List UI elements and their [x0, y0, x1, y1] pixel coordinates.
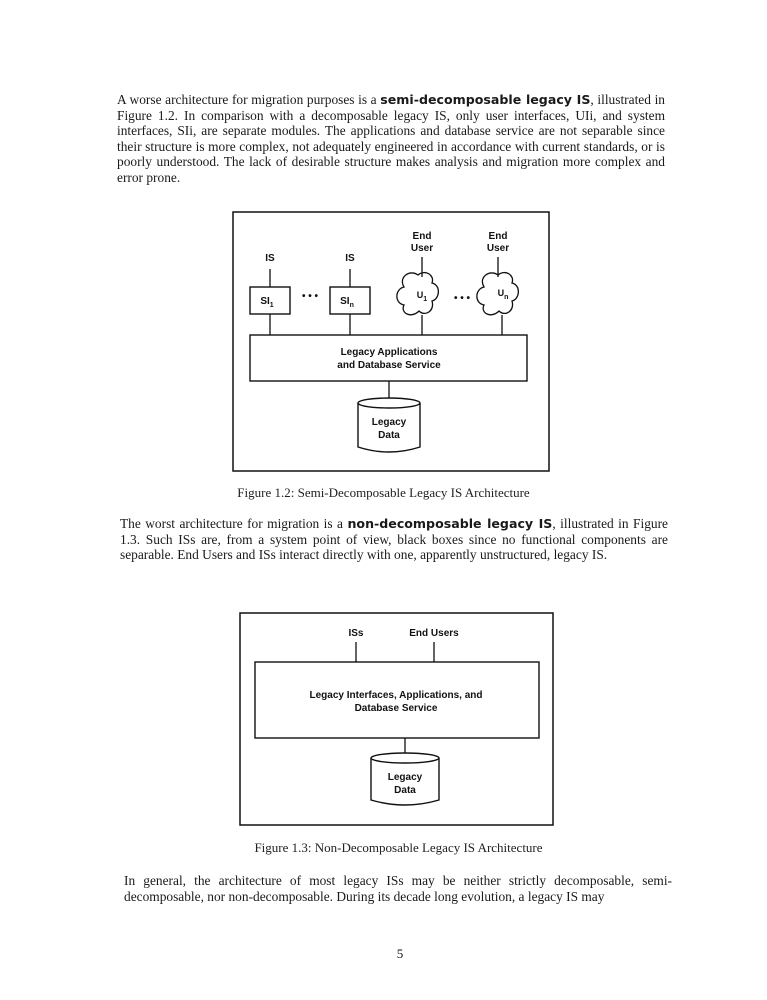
end-users-label: End Users [409, 628, 459, 639]
paragraph-1-lead: A worse architecture for migration purposes is a [117, 92, 377, 107]
si-last-label: SI [340, 296, 350, 307]
figure-1-3-diagram [239, 612, 557, 828]
legacy-applications-box [250, 335, 527, 381]
svg-text:Un [498, 288, 509, 301]
svg-text:U1 [417, 290, 428, 303]
ui-last-sub: n [504, 294, 509, 301]
paragraph-2-lead: The worst architecture for migration is a [120, 516, 343, 531]
term-semi-decomposable: semi-decomposable legacy IS [380, 92, 591, 107]
si-box-first [250, 287, 290, 314]
ui-first-sub: 1 [423, 296, 428, 303]
si-ellipsis: • • • [301, 291, 319, 302]
svg-text:SI1 [260, 296, 273, 309]
figure-1-2-caption: Figure 1.2: Semi-Decomposable Legacy IS Architecture [237, 485, 530, 500]
paragraph-general: In general, the architecture of most legacy ISs may be neither strictly decomposable, semi-decomposable, nor non-decomposable. During its decade long evolution, a legacy IS may [124, 873, 672, 904]
legacy-data-line1: Legacy [371, 417, 407, 428]
end-user-1-line2: User [410, 243, 434, 254]
si-box-last [330, 287, 370, 314]
term-non-decomposable: non-decomposable legacy IS [347, 516, 553, 531]
legacy-app-line1: Legacy Applications [340, 347, 438, 358]
legacy-box-line1: Legacy Interfaces, Applications, and [309, 690, 483, 701]
ui-last-label: U [497, 288, 505, 298]
figure-1-3-caption: Figure 1.3: Non-Decomposable Legacy IS Architecture [254, 840, 543, 855]
paragraph-semi-decomposable [117, 92, 665, 186]
si-first-label: SI [260, 296, 270, 307]
si-first-sub: 1 [269, 302, 274, 309]
is-label-1: IS [265, 253, 275, 264]
legacy-box-line2: Database Service [354, 703, 438, 714]
legacy-data-1-3-line1: Legacy [387, 772, 423, 783]
legacy-app-line2: and Database Service [337, 360, 441, 371]
paragraph-non-decomposable [120, 516, 668, 563]
is-label-2: IS [345, 253, 355, 264]
ui-first-label: U [416, 290, 424, 300]
page-number: 5 [396, 946, 404, 961]
paragraph-1-body: , illustrated in Figure 1.2. In comparison with a decomposable legacy IS, only user interfaces, UIi, and system interfaces, SIi, are separate modules. The applications and database service are not separable since their structure is more complex, not adequately engineered in accordance with current standards, or is poorly understood. The lack of desirable structure makes analysis and migration more complex and error prone. [117, 92, 665, 185]
figure-1-2-diagram [232, 211, 552, 474]
end-user-2-line1: End [488, 231, 508, 242]
end-user-2-line2: User [486, 243, 510, 254]
ui-ellipsis: • • • [453, 293, 471, 304]
paragraph-2-body: , illustrated in Figure 1.3. Such ISs are, from a system point of view, black boxes since no functional components are separable. End Users and ISs interact directly with one, apparently unstructured, legacy IS. [120, 516, 668, 563]
iss-label: ISs [348, 628, 364, 639]
legacy-data-1-3-line2: Data [394, 785, 416, 796]
si-last-sub: n [349, 302, 354, 309]
svg-text:SIn [340, 296, 354, 309]
legacy-data-line2: Data [378, 430, 400, 441]
end-user-1-line1: End [412, 231, 432, 242]
